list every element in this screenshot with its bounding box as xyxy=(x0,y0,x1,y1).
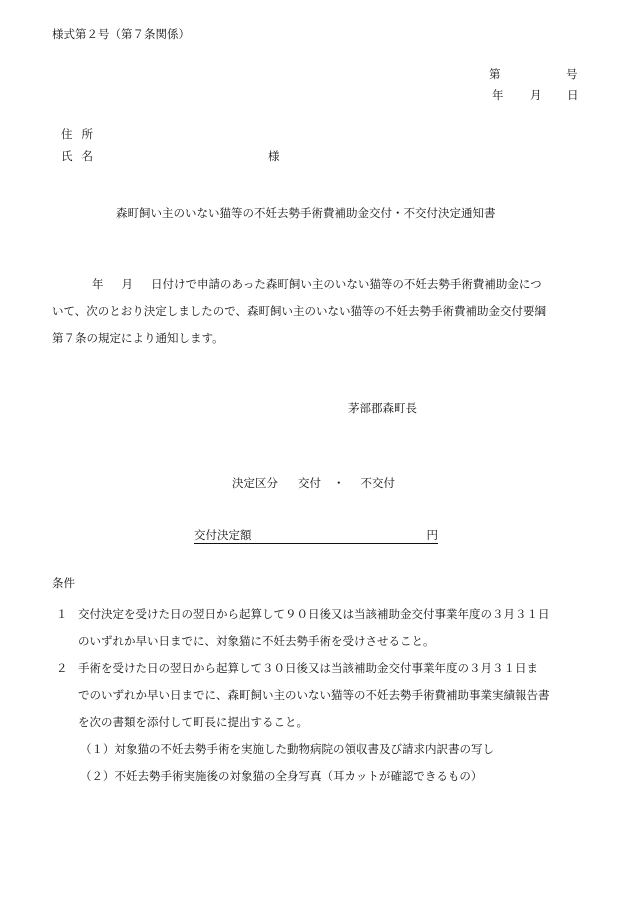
conditions-heading: 条件 xyxy=(52,576,75,590)
document-number-prefix: 第 xyxy=(489,67,501,81)
form-number-label: 様式第２号（第７条関係） xyxy=(52,27,190,41)
condition-1-line-1: 交付決定を受けた日の翌日から起算して９０日後又は当該補助金交付事業年度の３月３１日 xyxy=(78,607,550,621)
body-line-1-text: 日付けで申請のあった森町飼い主のいない猫等の不妊去勢手術費補助金につ xyxy=(151,277,542,291)
decision-option-deny: 不交付 xyxy=(360,476,395,490)
decision-option-grant: 交付 xyxy=(298,476,321,490)
date-month-label: 月 xyxy=(530,88,542,102)
body-year-label: 年 xyxy=(92,277,104,291)
decision-category-row xyxy=(232,475,395,491)
issuer-name: 茅部郡森町長 xyxy=(348,401,417,415)
date-year-label: 年 xyxy=(492,88,504,102)
condition-2-line-2: でのいずれか早い日までに、森町飼い主のいない猫等の不妊去勢手術費補助事業実績報告書 xyxy=(78,688,550,702)
decision-separator: ・ xyxy=(333,476,345,490)
body-line-2: いて、次のとおり決定しましたので、森町飼い主のいない猫等の不妊去勢手術費補助金交付要綱 xyxy=(52,304,547,318)
condition-2-line-3: を次の書類を添付して町長に提出すること。 xyxy=(78,715,308,729)
condition-1-number: １ xyxy=(56,607,68,621)
grant-amount-unit: 円 xyxy=(426,528,438,542)
condition-2-line-1: 手術を受けた日の翌日から起算して３０日後又は当該補助金交付事業年度の３月３１日ま xyxy=(78,661,538,675)
attachment-item-2: （２）不妊去勢手術実施後の対象猫の全身写真（耳カットが確認できるもの） xyxy=(80,769,483,783)
body-line-3: 第７条の規定により通知します。 xyxy=(52,331,224,345)
body-month-label: 月 xyxy=(121,277,133,291)
recipient-name-label: 氏名 xyxy=(61,149,102,163)
recipient-address-label: 住所 xyxy=(61,127,102,141)
document-number-suffix: 号 xyxy=(566,67,578,81)
attachment-item-1: （１）対象猫の不妊去勢手術を実施した動物病院の領収書及び請求内訳書の写し xyxy=(80,742,494,756)
grant-amount-row xyxy=(194,527,438,544)
document-title: 森町飼い主のいない猫等の不妊去勢手術費補助金交付・不交付決定通知書 xyxy=(116,206,496,220)
condition-2-number: ２ xyxy=(56,661,68,675)
date-day-label: 日 xyxy=(567,88,579,102)
recipient-honorific: 様 xyxy=(268,149,280,163)
condition-1-line-2: のいずれか早い日までに、対象猫に不妊去勢手術を受けさせること。 xyxy=(78,634,435,648)
body-line-1 xyxy=(52,276,542,292)
decision-category-label: 決定区分 xyxy=(232,476,278,490)
grant-amount-label: 交付決定額 xyxy=(194,528,252,542)
